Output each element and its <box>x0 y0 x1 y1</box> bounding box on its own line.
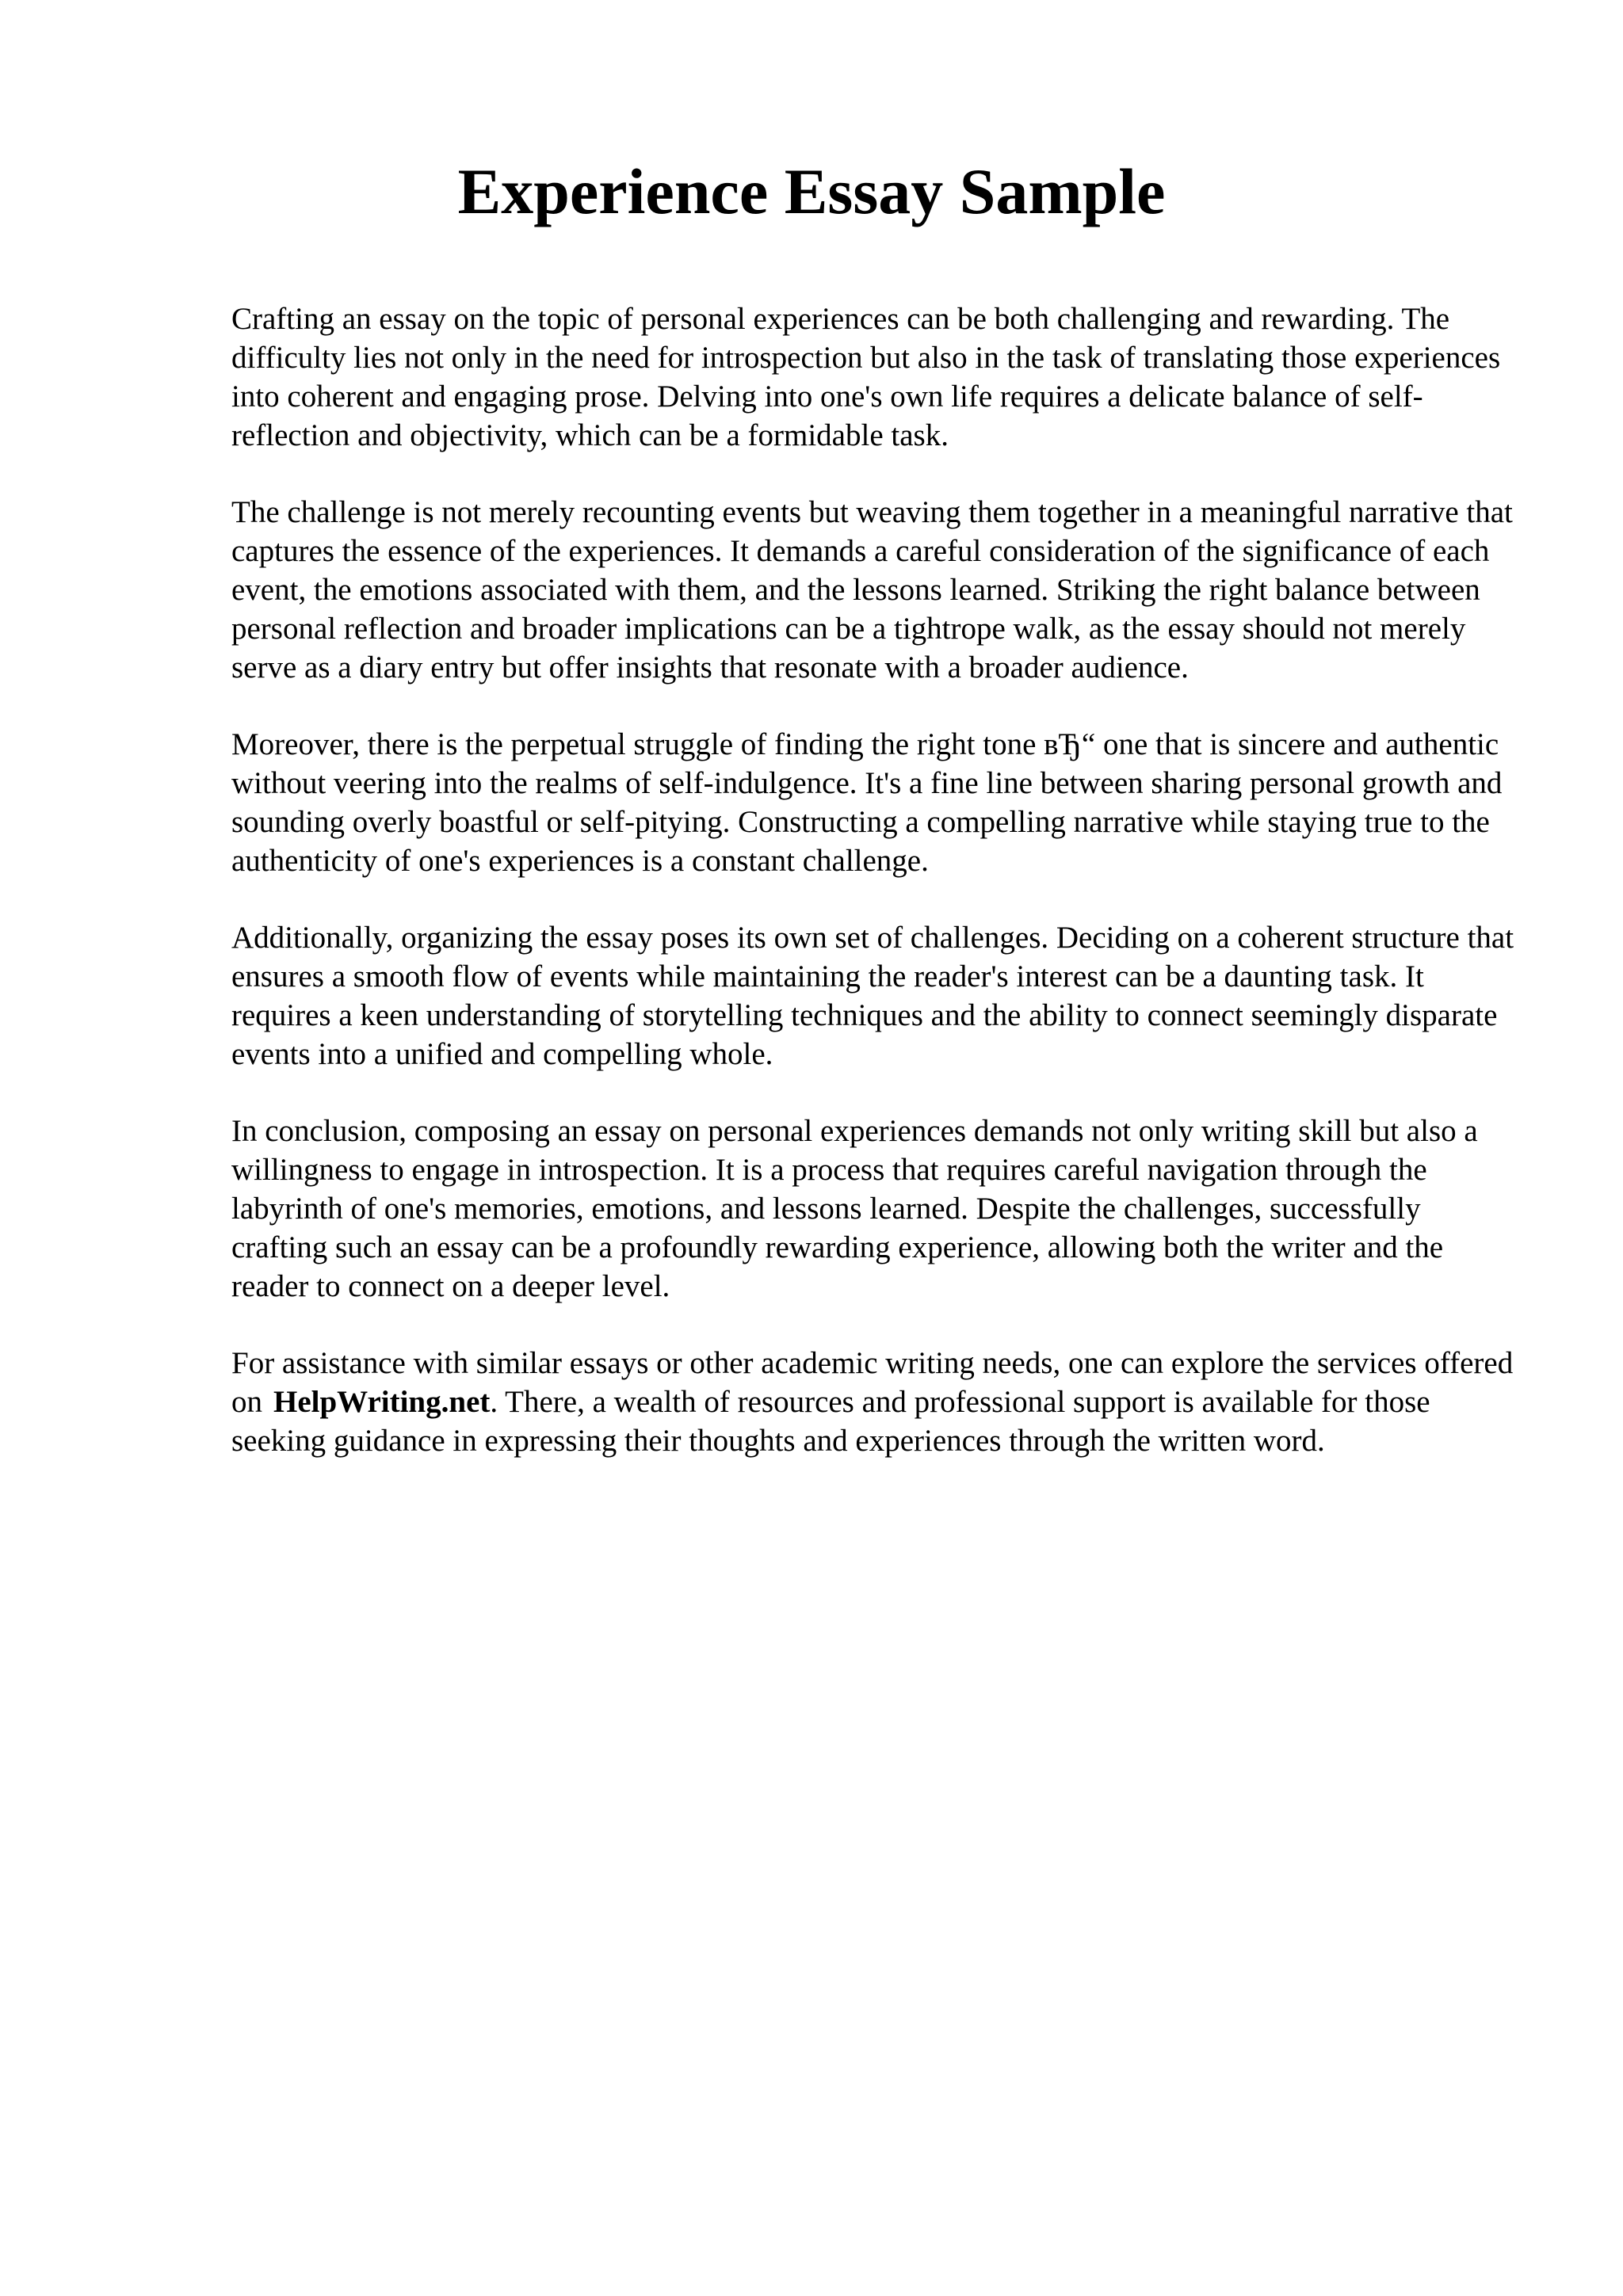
page-title: Experience Essay Sample <box>457 155 1166 227</box>
paragraph-closing <box>231 1344 1515 1460</box>
paragraph-organization: Additionally, organizing the essay poses its own set of challenges. Deciding on a coherent structure that ensures a smooth flow of events while maintaining the reader's interest can be a daunting task. It requires a keen understanding of storytelling techniques and the ability to connect seemingly disparate events into a unified and compelling whole. <box>231 921 1514 1071</box>
paragraph-conclusion: In conclusion, composing an essay on personal experiences demands not only writing skill but also a willingness to engage in introspection. It is a process that requires careful navigation through the labyrinth of one's memories, emotions, and lessons learned. Despite the challenges, successfully crafting such an essay can be a profoundly rewarding experience, allowing both the writer and the reader to connect on a deeper level. <box>231 1114 1478 1303</box>
brand-link[interactable]: HelpWriting.net <box>273 1385 491 1419</box>
paragraph-intro: Crafting an essay on the topic of personal experiences can be both challenging and rewarding. The difficulty lies not only in the need for introspection but also in the task of translating those experiences into coherent and engaging prose. Delving into one's own life requires a delicate balance of self-reflection and objectivity, which can be a formidable task. <box>231 302 1501 452</box>
closing-text-after: . There, a wealth of resources and professional support is available for those seeking guidance in expressing their thoughts and experiences through the written word. <box>231 1385 1430 1458</box>
paragraph-tone: Moreover, there is the perpetual struggle of finding the right tone вЂ“ one that is sincere and authentic without veering into the realms of self-indulgence. It's a fine line between sharing personal growth and sounding overly boastful or self-pitying. Constructing a compelling narrative while staying true to the authenticity of one's experiences is a constant challenge. <box>231 727 1503 878</box>
closing-text-before: For assistance with similar essays or other academic writing needs, one can explore the services offered on <box>231 1346 1514 1419</box>
essay-body <box>231 299 1515 1498</box>
paragraph-challenge: The challenge is not merely recounting events but weaving them together in a meaningful narrative that captures the essence of the experiences. It demands a careful consideration of the significance of each event, the emotions associated with them, and the lessons learned. Striking the right balance between personal reflection and broader implications can be a tightrope walk, as the essay should not merely serve as a diary entry but offer insights that resonate with a broader audience. <box>231 495 1513 685</box>
